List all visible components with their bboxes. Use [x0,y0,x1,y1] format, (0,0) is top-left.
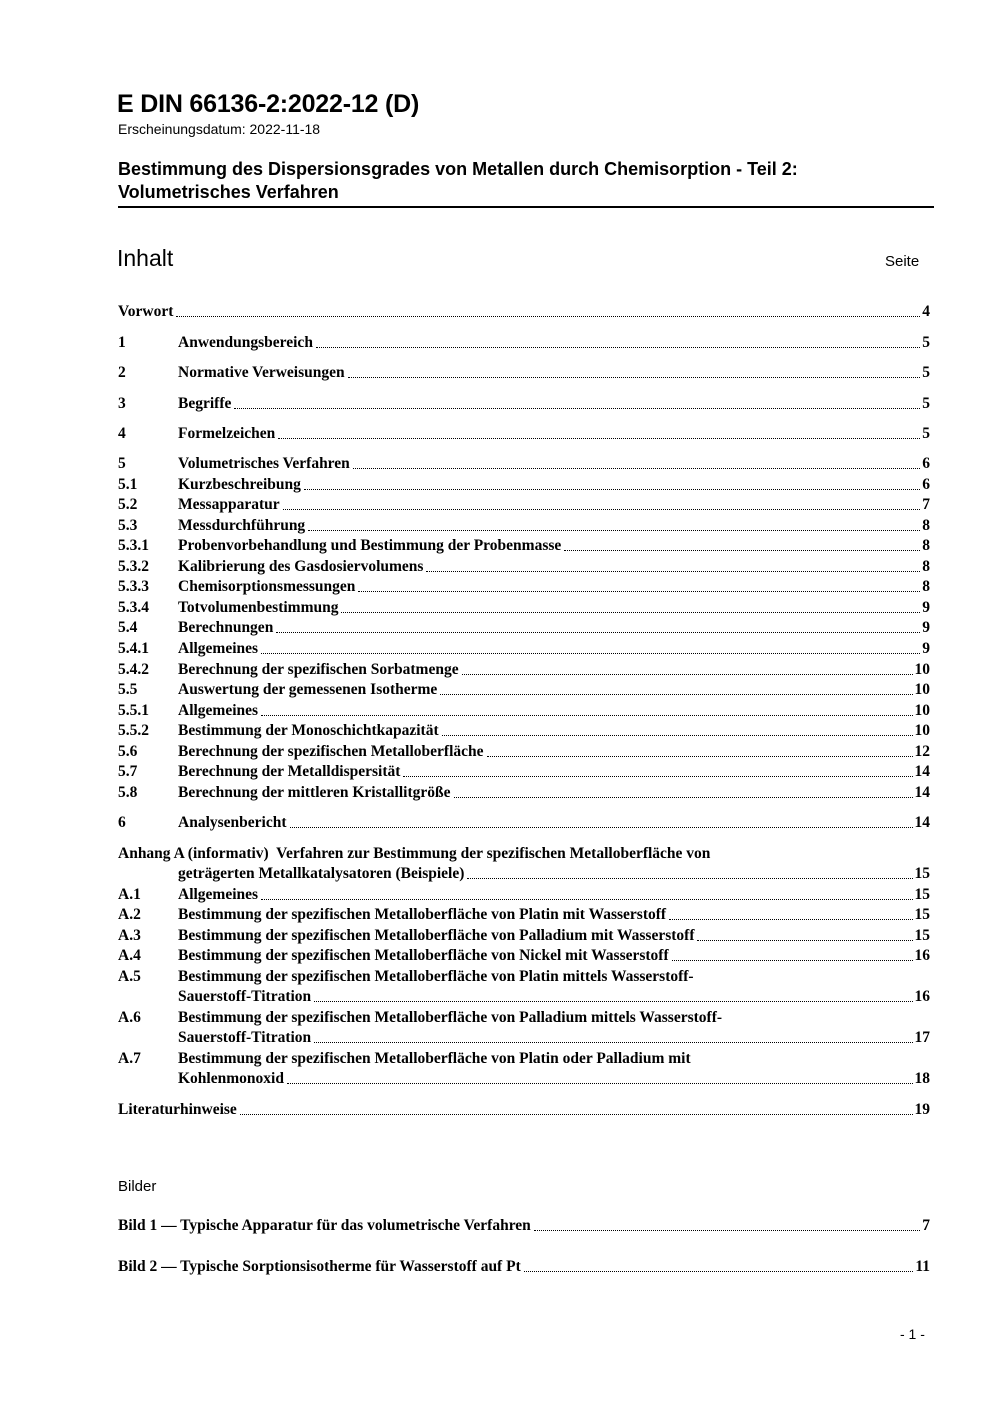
toc-entry-body [178,987,930,1007]
toc-entry[interactable] [118,967,930,987]
toc-entry-title: Formelzeichen [178,425,276,442]
toc-entry-body [178,577,930,597]
toc-entry-title: Bild 2 — Typische Sorptionsisotherme für Wasserstoff auf Pt [118,1258,521,1275]
toc-entry-number: A.7 [118,1050,141,1067]
toc-entry-title: Sauerstoff-Titration [178,1029,312,1046]
toc-entry[interactable] [118,701,930,721]
dot-leader [240,1100,913,1115]
toc-entry-page: 10 [914,722,930,739]
dot-leader [442,721,913,736]
page-number: - 1 - [900,1326,925,1342]
toc-entry[interactable] [118,926,930,946]
toc-entry-body [178,394,930,414]
toc-entry-number: A.4 [118,947,141,964]
toc-entry-title: Kohlenmonoxid [178,1070,284,1087]
toc-entry-title: Messdurchführung [178,517,306,534]
dot-leader [314,987,912,1002]
toc-entry-body [178,598,930,618]
toc-entry-page: 8 [922,517,930,534]
toc-entry-page: 16 [914,947,930,964]
toc-entry-body [178,454,930,474]
toc-entry-page: 14 [914,784,930,801]
toc-entry-page: 5 [922,364,930,381]
toc-entry-page: 17 [914,1029,930,1046]
toc-entry-body [178,618,930,638]
toc-entry[interactable] [118,495,930,515]
toc-entry-body [178,967,930,987]
toc-entry-title: Begriffe [178,395,232,412]
figure-entry[interactable] [118,1257,930,1277]
dot-leader [462,660,913,675]
toc-entry-number: A.1 [118,886,141,903]
dot-leader [564,536,920,551]
toc-entry-body [178,424,930,444]
toc-entry-title: Berechnung der spezifischen Sorbatmenge [178,661,459,678]
toc-entry-page: 15 [914,886,930,903]
toc-entry[interactable] [118,1008,930,1028]
toc-entry[interactable] [118,783,930,803]
dot-leader [426,557,920,572]
toc-entry[interactable] [118,1049,930,1069]
toc-entry-title: Anhang A (informativ) Verfahren zur Bestimmung der spezifischen Metalloberfläche von [118,845,711,862]
toc-entry-title: Messapparatur [178,496,280,513]
toc-entry-number: 5.7 [118,763,138,780]
toc-entry[interactable] [118,885,930,905]
dot-leader [341,598,920,613]
toc-entry-title: Berechnung der mittleren Kristallitgröße [178,784,451,801]
toc-entry-title: Normative Verweisungen [178,364,345,381]
toc-entry[interactable] [118,598,930,618]
toc-entry-page: 16 [914,988,930,1005]
publication-date: Erscheinungsdatum: 2022-11-18 [118,121,321,137]
toc-entry-body [178,721,930,741]
toc-entry-title: Berechnung der spezifischen Metalloberfläche [178,743,484,760]
toc-entry-page: 5 [922,334,930,351]
toc-entry-number: 5.8 [118,784,138,801]
toc-entry-body [118,1216,930,1236]
toc-entry-number: 5.5 [118,681,138,698]
toc-entry-page: 8 [922,578,930,595]
toc-entry-body [178,742,930,762]
toc-entry-page: 14 [914,763,930,780]
toc-entry-title: Anwendungsbereich [178,334,313,351]
toc-entry-body [118,1100,930,1120]
dot-leader [440,680,912,695]
toc-entry-page: 6 [922,476,930,493]
toc-entry-body [178,536,930,556]
toc-entry-page: 8 [922,558,930,575]
toc-entry-number: 5.3.4 [118,599,149,616]
toc-entry-continuation[interactable] [118,1069,930,1089]
toc-entry-title: Totvolumenbestimmung [178,599,339,616]
toc-entry[interactable] [118,742,930,762]
toc-entry-page: 15 [914,865,930,882]
toc-entry-page: 9 [922,640,930,657]
toc-entry-number: 5.3.1 [118,537,149,554]
toc-entry-body [178,516,930,536]
dot-leader [287,1069,913,1084]
toc-entry-number: A.2 [118,906,141,923]
toc-entry[interactable] [118,721,930,741]
toc-entry-body [178,333,930,353]
dot-leader [314,1028,912,1043]
dot-leader [534,1216,920,1231]
toc-entry-title: Chemisorptionsmessungen [178,578,356,595]
toc-entry[interactable] [118,762,930,782]
toc-entry-number: A.3 [118,927,141,944]
subtitle-line-2: Volumetrisches Verfahren [118,182,339,202]
toc-entry[interactable] [118,557,930,577]
toc-entry[interactable] [118,516,930,536]
toc-entry-body [178,680,930,700]
toc-entry-title: Analysenbericht [178,814,287,831]
toc-entry-number: 5.2 [118,496,138,513]
toc-entry-body [178,1008,930,1028]
toc-entry-page: 5 [922,395,930,412]
toc-entry-continuation[interactable] [118,864,930,884]
toc-entry[interactable] [118,454,930,474]
toc-entry-number: 5.4.1 [118,640,149,657]
toc-entry-title: Bestimmung der spezifischen Metalloberfläche von Platin oder Palladium mit [178,1050,691,1067]
dot-leader [234,394,920,409]
figures-heading: Bilder [118,1178,157,1195]
dot-leader [348,363,921,378]
toc-entry-body [178,1069,930,1089]
toc-entry-page: 7 [922,496,930,513]
toc-entry-title: Bestimmung der spezifischen Metalloberfläche von Palladium mittels Wasserstoff- [178,1009,723,1026]
toc-entry-body [178,639,930,659]
toc-entry-title: Kurzbeschreibung [178,476,301,493]
toc-page-label: Seite [885,253,920,270]
toc-entry-body [178,1049,930,1069]
toc-entry[interactable] [118,660,930,680]
toc-entry-page: 9 [922,619,930,636]
toc-entry[interactable] [118,618,930,638]
toc-entry-title: Allgemeines [178,702,259,719]
toc-entry-number: 5.1 [118,476,138,493]
dot-leader [261,885,912,900]
toc-entry-number: 5 [118,455,126,472]
toc-entry-page: 7 [922,1217,930,1234]
toc-entry-page: 8 [922,537,930,554]
toc-entry-page: 5 [922,425,930,442]
toc-entry-title: Berechnungen [178,619,274,636]
toc-entry-title: Auswertung der gemessenen Isotherme [178,681,438,698]
toc-entry-body [178,946,930,966]
toc-entry-page: 11 [915,1258,930,1275]
toc-entry-page: 10 [914,661,930,678]
toc-entry-continuation[interactable] [118,987,930,1007]
toc-entry-number: 6 [118,814,126,831]
dot-leader [308,516,920,531]
dot-leader [261,639,920,654]
toc-entry-body [178,762,930,782]
toc-entry-title: Bestimmung der spezifischen Metalloberfläche von Nickel mit Wasserstoff [178,947,669,964]
toc-entry-title: Allgemeines [178,640,259,657]
toc-entry-continuation[interactable] [118,1028,930,1048]
document-subtitle [118,158,934,208]
toc-entry-body [178,363,930,383]
toc-entry-title: Probenvorbehandlung und Bestimmung der Probenmasse [178,537,562,554]
toc-entry[interactable] [118,424,930,444]
figure-entry[interactable] [118,1216,930,1236]
toc-entry-page: 10 [914,681,930,698]
dot-leader [358,577,920,592]
toc-entry[interactable] [118,1100,930,1120]
toc-entry[interactable] [118,363,930,383]
dot-leader [672,946,913,961]
subtitle-line-1: Bestimmung des Dispersionsgrades von Metallen durch Chemisorption - Teil 2: [118,159,798,179]
toc-entry-body [178,1028,930,1048]
dot-leader [403,762,912,777]
toc-entry-body [178,701,930,721]
toc-entry-title: Sauerstoff-Titration [178,988,312,1005]
toc-entry[interactable] [118,302,930,322]
toc-entry-number: 4 [118,425,126,442]
toc-entry-body [118,302,930,322]
toc-entry-body [178,557,930,577]
toc-entry-body [118,844,930,864]
dot-leader [290,813,913,828]
dot-leader [669,905,912,920]
toc-entry-title: Bild 1 — Typische Apparatur für das volumetrische Verfahren [118,1217,531,1234]
toc-entry-number: 5.6 [118,743,138,760]
toc-entry-body [178,813,930,833]
toc-entry-page: 15 [914,927,930,944]
toc-entry-title: Vorwort [118,303,174,320]
toc-entry-body [178,926,930,946]
toc-entry-body [178,660,930,680]
toc-entry-number: 5.3.3 [118,578,149,595]
toc-entry-page: 6 [922,455,930,472]
toc-entry-number: 5.3.2 [118,558,149,575]
dot-leader [304,475,920,490]
toc-entry-body [178,905,930,925]
toc-entry-page: 10 [914,702,930,719]
toc-entry[interactable] [118,333,930,353]
toc-entry-body [118,1257,930,1277]
toc-entry-number: 5.3 [118,517,138,534]
toc-entry[interactable] [118,577,930,597]
toc-entry-body [178,885,930,905]
toc-entry-number: 2 [118,364,126,381]
toc-entry[interactable] [118,536,930,556]
document-title: E DIN 66136-2:2022-12 (D) [117,90,420,118]
toc-entry-title: Kalibrierung des Gasdosiervolumens [178,558,424,575]
dot-leader [283,495,921,510]
toc-entry-page: 18 [914,1070,930,1087]
toc-entry-body [178,495,930,515]
toc-entry[interactable] [118,475,930,495]
toc-entry-title: Bestimmung der spezifischen Metalloberfläche von Palladium mit Wasserstoff [178,927,695,944]
dot-leader [316,333,920,348]
toc-entry-number: A.6 [118,1009,141,1026]
toc-entry-page: 4 [922,303,930,320]
toc-entry-title: Bestimmung der spezifischen Metalloberfläche von Platin mittels Wasserstoff- [178,968,694,985]
dot-leader [467,864,912,879]
toc-entry-number: 5.4.2 [118,661,149,678]
dot-leader [454,783,913,798]
toc-entry[interactable] [118,394,930,414]
toc-entry-number: 5.5.1 [118,702,149,719]
toc-entry[interactable] [118,844,930,864]
toc-entry-title: geträgerten Metallkatalysatoren (Beispiele) [178,865,465,882]
toc-entry-title: Literaturhinweise [118,1101,237,1118]
toc-entry[interactable] [118,905,930,925]
dot-leader [276,618,920,633]
toc-entry[interactable] [118,639,930,659]
toc-entry-page: 12 [914,743,930,760]
toc-entry[interactable] [118,680,930,700]
toc-entry-body [178,475,930,495]
toc-entry-page: 9 [922,599,930,616]
toc-entry-number: 3 [118,395,126,412]
dot-leader [261,701,912,716]
toc-entry-title: Allgemeines [178,886,259,903]
toc-entry-number: 5.5.2 [118,722,149,739]
toc-entry-page: 15 [914,906,930,923]
toc-entry-page: 19 [914,1101,930,1118]
dot-leader [697,926,912,941]
toc-entry-body [178,864,930,884]
toc-entry[interactable] [118,813,930,833]
toc-entry-body [178,783,930,803]
dot-leader [278,424,920,439]
toc-entry-number: 1 [118,334,126,351]
toc-heading: Inhalt [117,245,174,271]
toc-entry-number: 5.4 [118,619,138,636]
toc-entry-title: Volumetrisches Verfahren [178,455,350,472]
toc-entry-title: Berechnung der Metalldispersität [178,763,401,780]
toc-entry-title: Bestimmung der spezifischen Metalloberfläche von Platin mit Wasserstoff [178,906,667,923]
toc-entry[interactable] [118,946,930,966]
dot-leader [487,742,913,757]
dot-leader [524,1257,914,1272]
toc-entry-number: A.5 [118,968,141,985]
toc-entry-page: 14 [914,814,930,831]
dot-leader [176,302,920,317]
toc-entry-title: Bestimmung der Monoschichtkapazität [178,722,439,739]
dot-leader [353,454,920,469]
